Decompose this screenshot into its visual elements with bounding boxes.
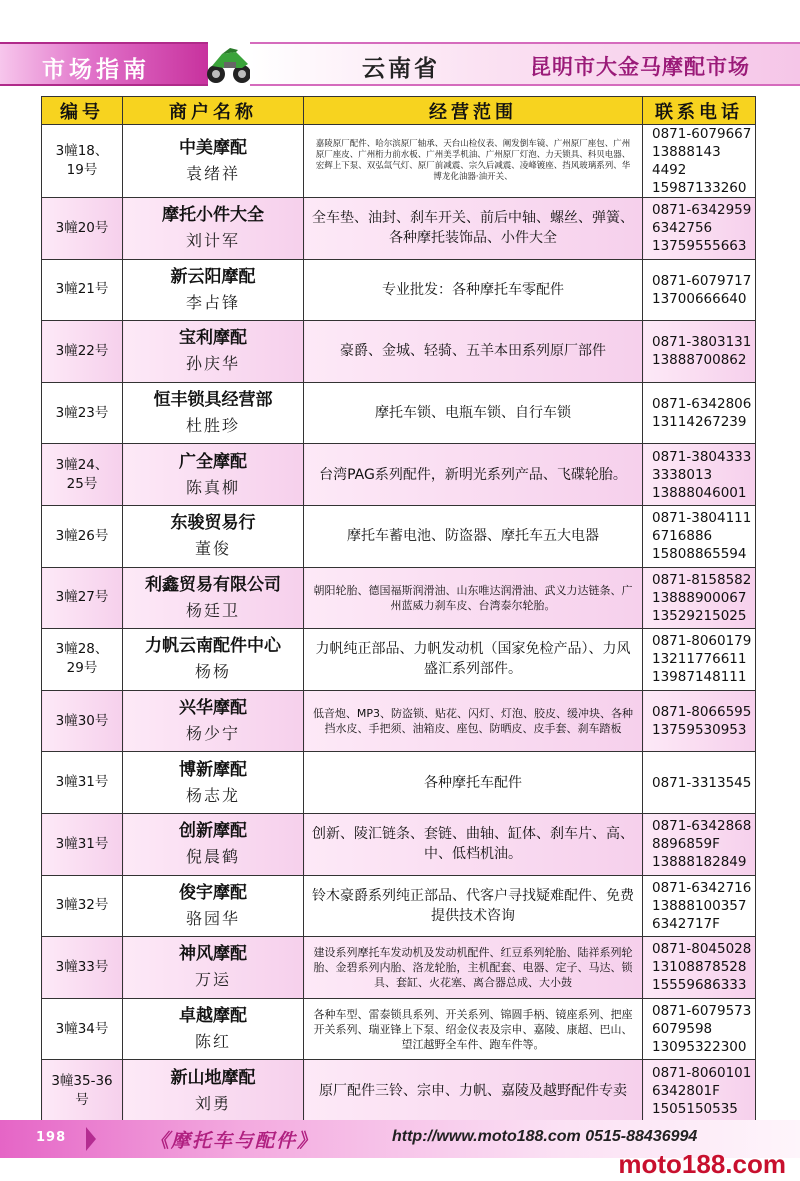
business-scope: 摩托车蓄电池、防盗器、摩托车五大电器 <box>304 505 643 567</box>
phone-number: 0871-3803131 <box>652 334 752 351</box>
business-scope: 铃木豪爵系列纯正部品、代客户寻找疑难配件、免费提供技术咨询 <box>304 875 643 937</box>
table-row <box>42 382 756 444</box>
phone-cell <box>643 198 756 260</box>
merchant-cell <box>123 505 304 567</box>
phone-number: 0871-6342959 <box>652 202 752 219</box>
table-row <box>42 444 756 506</box>
phone-number: 6342717F <box>652 915 720 932</box>
page-header <box>0 0 800 92</box>
column-header-phone: 联系电话 <box>643 97 756 125</box>
merchant-cell <box>123 321 304 383</box>
phone-number: 6342801F <box>652 1082 720 1099</box>
business-scope: 嘉陵原厂配件、哈尔滨原厂轴承、天台山检仪表、阐发倒车镜、广州原厂座包、广州原厂座皮、广州桁力前水板、广州美孚机油、广州原厂灯泡、力天锁具、科贝电器、宏辉上下泵、双弘氙气灯、原厂前减震、宗久后减震、凌峰镀座、挡风玻璃系列、华博龙化油器·油开关、 <box>304 125 643 198</box>
phone-number: 6716886 <box>652 528 713 545</box>
table-row <box>42 998 756 1060</box>
business-scope: 力帆纯正部品、力帆发动机（国家免检产品）、力风盛汇系列部件。 <box>304 629 643 691</box>
phone-number: 15559686333 <box>652 977 747 994</box>
phone-number: 13888143 4492 <box>652 144 721 178</box>
merchant-directory-table <box>41 96 756 1122</box>
owner-name: 倪晨鹤 <box>185 847 240 867</box>
table-row <box>42 125 756 198</box>
phone-cell <box>643 998 756 1060</box>
phone-cell <box>643 690 756 752</box>
stall-number: 3幢28、29号 <box>42 629 123 691</box>
table-row <box>42 690 756 752</box>
phone-number: 13700666640 <box>652 290 747 307</box>
business-scope: 建设系列摩托车发动机及发动机配件、红豆系列轮胎、陆祥系列轮胎、金碧系列内胎、洛龙轮胎，主机配套、电器、定子、马达、锁具、套缸、火花塞、离合器总成、大小鼓 <box>304 937 643 999</box>
motorcycle-icon <box>204 40 254 88</box>
merchant-cell <box>123 198 304 260</box>
phone-number: 0871-6342716 <box>652 879 752 896</box>
phone-number: 8896859F <box>652 836 720 853</box>
owner-name: 万运 <box>194 970 231 990</box>
market-title: 昆明市大金马摩配市场 <box>530 55 750 79</box>
phone-cell <box>643 259 756 321</box>
stall-number: 3幢20号 <box>42 198 123 260</box>
phone-cell <box>643 505 756 567</box>
merchant-name: 利鑫贸易有限公司 <box>145 574 281 595</box>
phone-cell <box>643 567 756 629</box>
phone-cell <box>643 382 756 444</box>
merchant-cell <box>123 567 304 629</box>
stall-number: 3幢35-36号 <box>42 1060 123 1122</box>
location-banner <box>250 42 800 86</box>
phone-number: 13759555663 <box>652 238 747 255</box>
phone-cell <box>643 125 756 198</box>
table-row <box>42 1060 756 1122</box>
merchant-cell <box>123 444 304 506</box>
phone-number: 13211776611 <box>652 651 747 668</box>
phone-number: 0871-6079667 <box>652 126 752 142</box>
table-row <box>42 813 756 875</box>
merchant-cell <box>123 259 304 321</box>
stall-number: 3幢26号 <box>42 505 123 567</box>
owner-name: 陈真柳 <box>185 477 240 497</box>
owner-name: 陈红 <box>194 1032 231 1052</box>
owner-name: 杨廷卫 <box>185 600 240 620</box>
owner-name: 杜胜珍 <box>185 416 240 436</box>
table-row <box>42 505 756 567</box>
merchant-name: 创新摩配 <box>179 821 247 842</box>
merchant-name: 宝利摩配 <box>179 328 247 349</box>
phone-cell <box>643 444 756 506</box>
phone-number: 15987133260 <box>652 180 747 196</box>
owner-name: 孙庆华 <box>185 354 240 374</box>
business-scope: 各种摩托车配件 <box>304 752 643 814</box>
stall-number: 3幢23号 <box>42 382 123 444</box>
merchant-name: 新山地摩配 <box>170 1067 256 1088</box>
phone-number: 13888700862 <box>652 352 747 369</box>
table-row <box>42 875 756 937</box>
phone-number: 0871-3804333 <box>652 448 752 465</box>
province-title: 云南省 <box>362 56 440 82</box>
business-scope: 朝阳轮胎、德国福斯润滑油、山东唯达润滑油、武义力达链条、广州蓝威力刹车皮、台湾泰尔轮胎。 <box>304 567 643 629</box>
stall-number: 3幢21号 <box>42 259 123 321</box>
phone-number: 0871-8066595 <box>652 704 752 721</box>
table-row <box>42 752 756 814</box>
owner-name: 杨少宁 <box>185 724 240 744</box>
phone-cell <box>643 321 756 383</box>
phone-number: 13095322300 <box>652 1039 747 1056</box>
phone-cell <box>643 813 756 875</box>
merchant-cell <box>123 690 304 752</box>
owner-name: 骆园华 <box>185 908 240 928</box>
merchant-name: 新云阳摩配 <box>170 266 256 287</box>
merchant-cell <box>123 382 304 444</box>
business-scope: 专业批发：各种摩托车零配件 <box>304 259 643 321</box>
phone-number: 0871-8045028 <box>652 941 752 958</box>
phone-number: 13759530953 <box>652 722 747 739</box>
stall-number: 3幢33号 <box>42 937 123 999</box>
merchant-cell <box>123 813 304 875</box>
owner-name: 董俊 <box>194 539 231 559</box>
merchant-name: 力帆云南配件中心 <box>145 636 281 657</box>
phone-number: 13888900067 <box>652 589 747 606</box>
column-header-merchant: 商户名称 <box>123 97 304 125</box>
business-scope: 豪爵、金城、轻骑、五羊本田系列原厂部件 <box>304 321 643 383</box>
phone-number: 0871-8060101 <box>652 1064 752 1081</box>
merchant-name: 神风摩配 <box>179 944 247 965</box>
stall-number: 3幢22号 <box>42 321 123 383</box>
phone-number: 0871-6342806 <box>652 396 752 413</box>
table-row <box>42 259 756 321</box>
stall-number: 3幢34号 <box>42 998 123 1060</box>
owner-name: 刘计军 <box>185 231 240 251</box>
business-scope: 摩托车锁、电瓶车锁、自行车锁 <box>304 382 643 444</box>
phone-number: 0871-3804111 <box>652 510 752 527</box>
phone-number: 0871-8158582 <box>652 571 752 588</box>
phone-number: 1505150535 <box>652 1100 738 1117</box>
phone-number: 6342756 <box>652 220 713 237</box>
phone-number: 13888046001 <box>652 484 747 501</box>
table-row <box>42 937 756 999</box>
merchant-name: 卓越摩配 <box>179 1006 247 1027</box>
phone-number: 13108878528 <box>652 959 747 976</box>
owner-name: 袁绪祥 <box>185 164 240 183</box>
stall-number: 3幢18、19号 <box>42 125 123 198</box>
stall-number: 3幢30号 <box>42 690 123 752</box>
column-header-scope: 经营范围 <box>304 97 643 125</box>
merchant-cell <box>123 1060 304 1122</box>
owner-name: 杨志龙 <box>185 785 240 805</box>
watermark: moto188.com <box>618 1149 786 1179</box>
business-scope: 原厂配件三铃、宗申、力帆、嘉陵及越野配件专卖 <box>304 1060 643 1122</box>
merchant-cell <box>123 998 304 1060</box>
phone-number: 0871-6079717 <box>652 272 752 289</box>
phone-number: 13529215025 <box>652 607 747 624</box>
merchant-cell <box>123 629 304 691</box>
stall-number: 3幢31号 <box>42 813 123 875</box>
page-number: 198 <box>36 1130 67 1145</box>
table-row <box>42 321 756 383</box>
merchant-cell <box>123 875 304 937</box>
column-header-number: 编号 <box>42 97 123 125</box>
phone-cell <box>643 1060 756 1122</box>
phone-number: 0871-6079573 <box>652 1003 752 1020</box>
table-row <box>42 198 756 260</box>
business-scope: 各种车型、雷泰锁具系列、开关系列、锦圆手柄、镜座系列、把座开关系列、瑞亚锋上下泵、绍金仪表及宗申、嘉陵、康超、巴山、望江越野全车件、跑车件等。 <box>304 998 643 1060</box>
phone-cell <box>643 875 756 937</box>
phone-cell <box>643 937 756 999</box>
stall-number: 3幢27号 <box>42 567 123 629</box>
section-title: 市场指南 <box>42 57 150 83</box>
phone-number: 13888182849 <box>652 854 747 871</box>
phone-number: 3338013 <box>652 466 713 483</box>
phone-cell <box>643 752 756 814</box>
phone-number: 0871-8060179 <box>652 633 752 650</box>
table-body <box>42 125 756 1122</box>
section-banner <box>0 42 208 86</box>
footer-contact: http://www.moto188.com 0515-88436994 <box>392 1128 698 1145</box>
owner-name: 杨杨 <box>194 662 231 682</box>
merchant-name: 东骏贸易行 <box>170 513 256 534</box>
phone-cell <box>643 629 756 691</box>
phone-number: 6079598 <box>652 1021 713 1038</box>
magazine-title: 《摩托车与配件》 <box>150 1130 319 1152</box>
merchant-name: 广全摩配 <box>179 451 247 472</box>
merchant-name: 兴华摩配 <box>179 698 247 719</box>
phone-number: 13987148111 <box>652 669 747 686</box>
table-row <box>42 567 756 629</box>
merchant-cell <box>123 752 304 814</box>
merchant-name: 俊宇摩配 <box>179 882 247 903</box>
merchant-cell <box>123 937 304 999</box>
merchant-name: 博新摩配 <box>179 759 247 780</box>
stall-number: 3幢32号 <box>42 875 123 937</box>
page-arrow-icon <box>86 1127 96 1151</box>
table-row <box>42 629 756 691</box>
business-scope: 台湾PAG系列配件，新明光系列产品、飞碟轮胎。 <box>304 444 643 506</box>
merchant-name: 恒丰锁具经营部 <box>153 390 273 411</box>
phone-number: 15808865594 <box>652 546 747 563</box>
business-scope: 创新、陵汇链条、套链、曲轴、缸体、刹车片、高、中、低档机油。 <box>304 813 643 875</box>
phone-number: 0871-6342868 <box>652 818 752 835</box>
owner-name: 刘勇 <box>194 1093 231 1113</box>
phone-number: 13888100357 <box>652 897 747 914</box>
stall-number: 3幢24、25号 <box>42 444 123 506</box>
merchant-cell <box>123 125 304 198</box>
merchant-name: 摩托小件大全 <box>162 205 264 226</box>
business-scope: 低音炮、MP3、防盗锁、贴花、闪灯、灯泡、胶皮、缓冲块、各种挡水皮、手把须、油箱皮、座包、防晒皮、皮手套、刹车踏板 <box>304 690 643 752</box>
owner-name: 李占锋 <box>185 292 240 312</box>
table-header <box>42 97 756 125</box>
stall-number: 3幢31号 <box>42 752 123 814</box>
phone-number: 0871-3313545 <box>652 774 752 791</box>
phone-number: 13114267239 <box>652 414 747 431</box>
merchant-name: 中美摩配 <box>179 138 247 158</box>
business-scope: 全车垫、油封、刹车开关、前后中轴、螺丝、弹簧、各种摩托装饰品、小件大全 <box>304 198 643 260</box>
